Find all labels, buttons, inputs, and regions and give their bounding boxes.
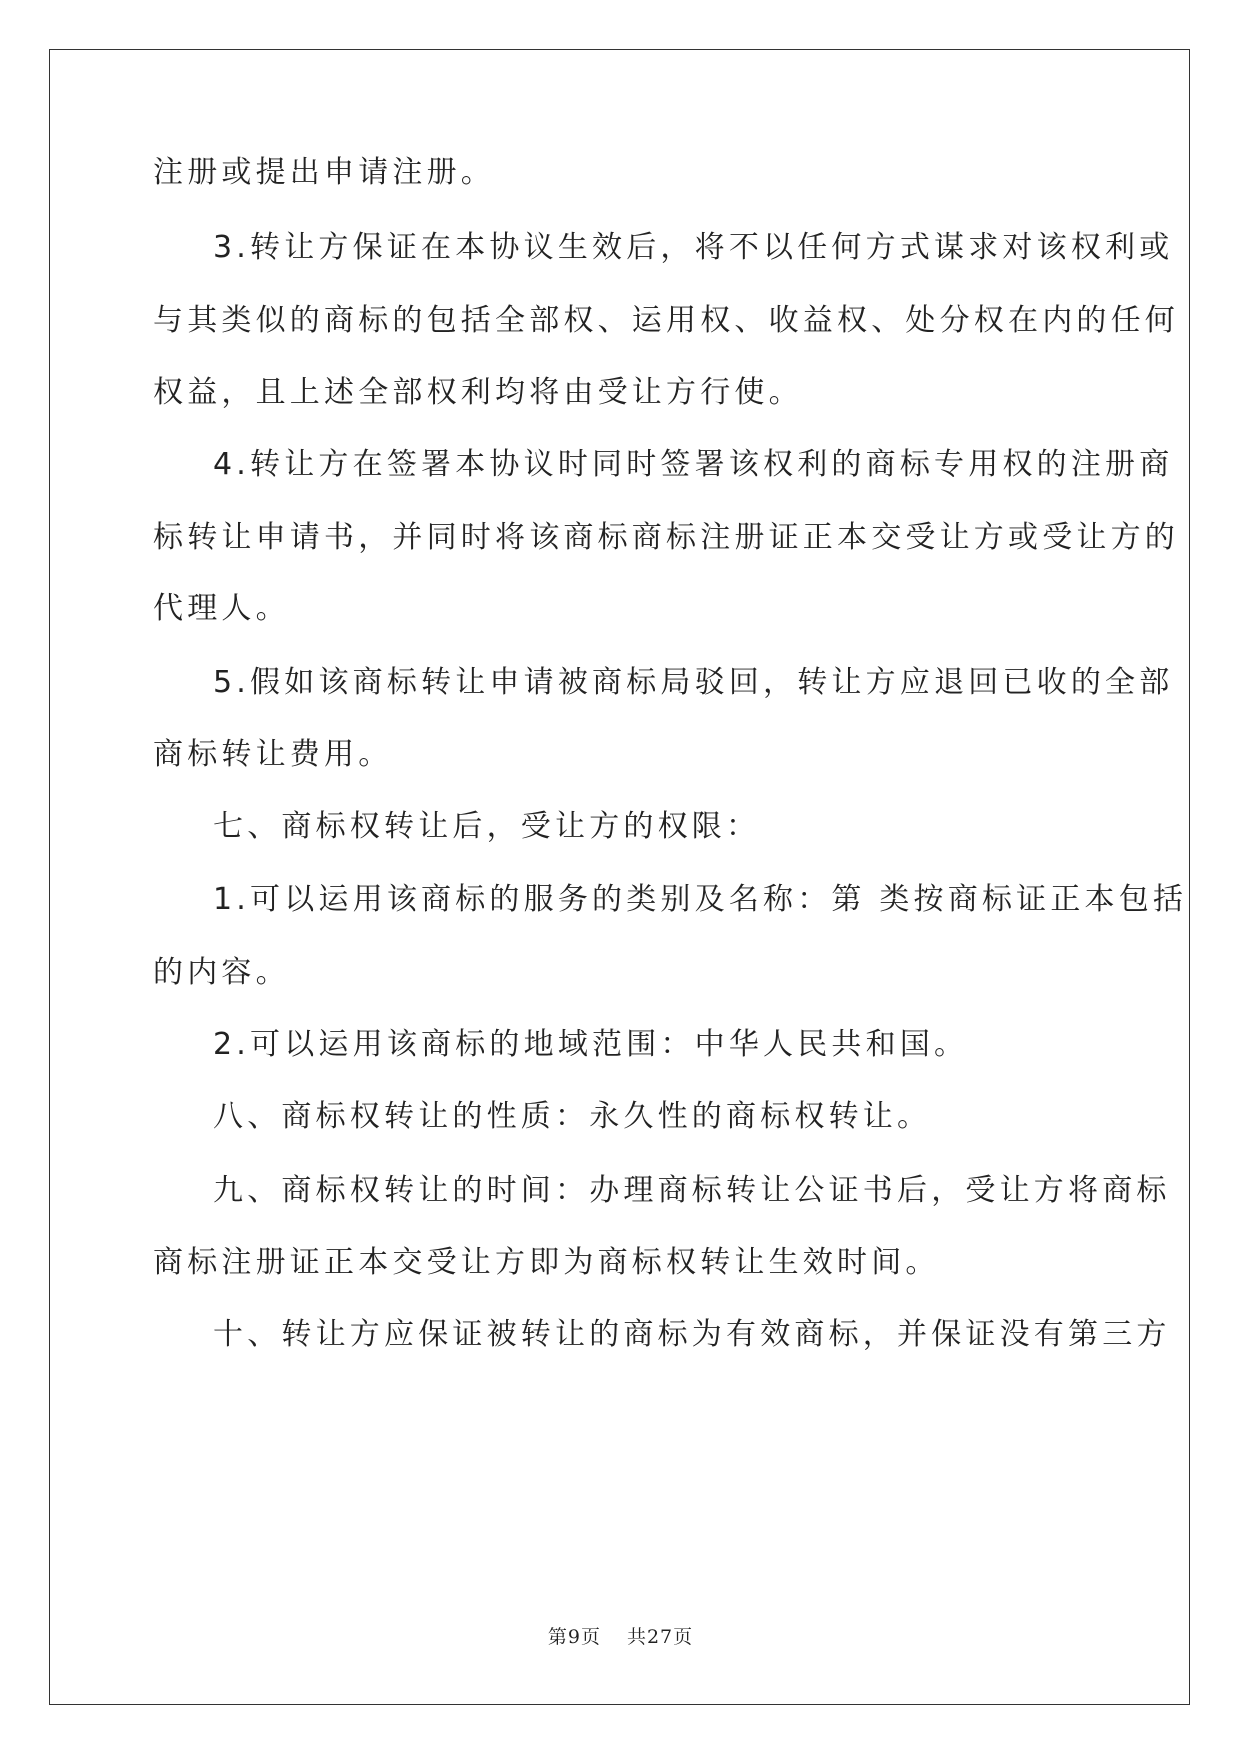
text-line: 八、商标权转让的性质：永久性的商标权转让。 <box>213 1099 932 1134</box>
text-line: 1.可以运用该商标的服务的类别及名称：第 类按商标证正本包括 <box>213 882 1188 917</box>
page-number: 第9页 <box>547 1626 601 1648</box>
text-line: 十、转让方应保证被转让的商标为有效商标，并保证没有第三方 <box>213 1317 1171 1352</box>
text-line: 九、商标权转让的时间：办理商标转让公证书后，受让方将商标 <box>213 1173 1171 1208</box>
text-line: 与其类似的商标的包括全部权、运用权、收益权、处分权在内的任何 <box>153 303 1179 338</box>
text-line: 标转让申请书，并同时将该商标商标注册证正本交受让方或受让方的 <box>153 520 1179 555</box>
text-line: 5.假如该商标转让申请被商标局驳回，转让方应退回已收的全部 <box>213 665 1174 700</box>
text-line: 的内容。 <box>153 955 290 990</box>
text-line: 代理人。 <box>153 591 290 626</box>
text-line: 权益，且上述全部权利均将由受让方行使。 <box>153 375 803 410</box>
text-line: 商标注册证正本交受让方即为商标权转让生效时间。 <box>153 1245 940 1280</box>
text-line: 3.转让方保证在本协议生效后，将不以任何方式谋求对该权利或 <box>213 230 1174 265</box>
page-total: 共27页 <box>626 1626 694 1648</box>
text-line: 2.可以运用该商标的地域范围：中华人民共和国。 <box>213 1027 969 1062</box>
text-line: 商标转让费用。 <box>153 737 393 772</box>
page-footer <box>0 1622 1241 1649</box>
text-line: 注册或提出申请注册。 <box>153 155 495 190</box>
text-line: 4.转让方在签署本协议时同时签署该权利的商标专用权的注册商 <box>213 447 1174 482</box>
text-line: 七、商标权转让后，受让方的权限： <box>213 809 761 844</box>
